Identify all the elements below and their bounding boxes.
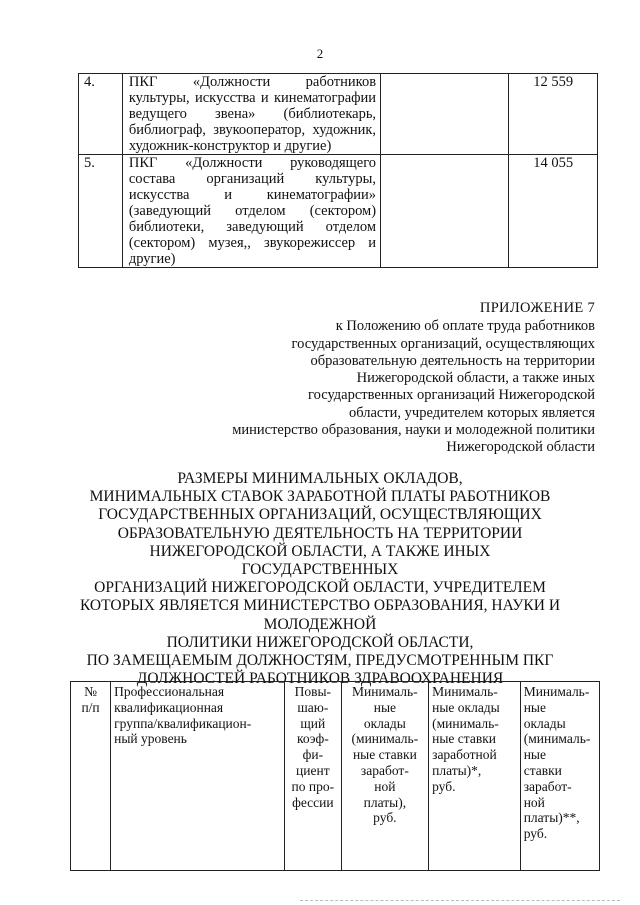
header-line: ные <box>523 699 546 715</box>
header-line: ные ставки <box>432 731 496 747</box>
header-line: группа/квалификацион- <box>114 715 252 731</box>
header-line: (минималь- <box>432 715 499 731</box>
row-value: 14 055 <box>509 155 598 268</box>
heading-line: НИЖЕГОРОДСКОЙ ОБЛАСТИ, А ТАКЖЕ ИНЫХ ГОСУДАРСТВЕННЫХ <box>149 542 491 579</box>
heading-line: МОЛОДЕЖНОЙ <box>263 615 377 633</box>
salary-table-continued <box>78 73 598 268</box>
header-line: заработ- <box>360 762 409 778</box>
appendix-block <box>150 300 595 457</box>
header-line: Минималь- <box>352 684 418 699</box>
appendix-line: министерство образования, науки и молодежной политики <box>232 422 595 439</box>
header-coefficient <box>285 682 342 871</box>
header-line: квалификационная <box>114 699 224 715</box>
heading-line: ДОЛЖНОСТЕЙ РАБОТНИКОВ ЗДРАВООХРАНЕНИЯ <box>136 670 504 688</box>
heading-line: МИНИМАЛЬНЫХ СТАВОК ЗАРАБОТНОЙ ПЛАТЫ РАБОТНИКОВ <box>89 488 551 506</box>
header-line: № <box>84 684 97 699</box>
header-line: фессии <box>292 794 334 810</box>
row-number: 4. <box>79 74 123 155</box>
header-line: ной <box>374 778 396 794</box>
heading-line: КОТОРЫХ ЯВЛЯЕТСЯ МИНИСТЕРСТВО ОБРАЗОВАНИЯ, НАУКИ И <box>79 597 561 615</box>
appendix-line: области, учредителем которых является <box>348 404 595 421</box>
heading-line: ОРГАНИЗАЦИЙ НИЖЕГОРОДСКОЙ ОБЛАСТИ, УЧРЕДИТЕЛЕМ <box>94 579 546 597</box>
appendix-line: к Положению об оплате труда работников <box>335 318 595 335</box>
header-min-salary-double-star <box>520 682 599 871</box>
header-number <box>71 682 111 871</box>
document-heading <box>70 470 570 688</box>
scan-edge-divider <box>300 900 620 901</box>
header-line: фи- <box>302 747 324 763</box>
row-coefficient <box>381 155 509 268</box>
appendix-title: ПРИЛОЖЕНИЕ 7 <box>479 300 595 316</box>
appendix-line: государственных организаций, осуществляющих <box>291 335 595 352</box>
header-line: шаю- <box>297 699 329 715</box>
page-number: 2 <box>316 46 324 61</box>
row-number: 5. <box>79 155 123 268</box>
heading-line: РАЗМЕРЫ МИНИМАЛЬНЫХ ОКЛАДОВ, <box>177 470 463 487</box>
table-row <box>79 155 598 268</box>
header-line: оклады <box>523 715 566 731</box>
row-description: ПКГ «Должности руководящего состава организаций культуры, искусства и кинематографии» (заведующий отделом (сектором) библиотеки, заведующий отделом (сектором) музея,, звукорежиссер и другие) <box>122 155 380 268</box>
header-line: по про- <box>291 778 335 794</box>
heading-line: ОБРАЗОВАТЕЛЬНУЮ ДЕЯТЕЛЬНОСТЬ НА ТЕРРИТОРИИ <box>117 524 523 542</box>
header-line: коэф- <box>296 731 329 747</box>
row-value: 12 559 <box>509 74 598 155</box>
header-min-salary-star <box>429 682 521 871</box>
header-line: (минималь- <box>523 731 591 747</box>
header-line: платы)**, <box>523 810 580 826</box>
header-line: заработ- <box>523 778 572 794</box>
appendix-line: Нижегородской области <box>446 439 595 456</box>
header-line: ные <box>373 699 397 715</box>
row-description: ПКГ «Должности работников культуры, искусства и кинематографии ведущего звена» (библиотекарь, библиограф, звукооператор, художник, художник-конструктор и другие) <box>122 74 380 155</box>
header-line: Повы- <box>294 684 332 699</box>
heading-line: ГОСУДАРСТВЕННЫХ ОРГАНИЗАЦИЙ, ОСУЩЕСТВЛЯЮЩИХ <box>98 506 542 524</box>
header-line: циент <box>296 762 330 778</box>
header-min-salary <box>341 682 428 871</box>
header-line: Минималь- <box>432 684 498 699</box>
header-line: ные <box>523 747 546 763</box>
header-line: руб. <box>523 826 548 842</box>
header-line: щий <box>300 715 326 731</box>
heading-line: ПОЛИТИКИ НИЖЕГОРОДСКОЙ ОБЛАСТИ, <box>166 633 474 651</box>
appendix-line: Нижегородской области, а также иных <box>356 370 595 387</box>
header-line: ной <box>523 794 545 810</box>
header-line: п/п <box>81 699 100 715</box>
header-line: ные оклады <box>432 699 500 715</box>
header-line: ставки <box>523 762 562 778</box>
header-line: ные ставки <box>352 747 417 763</box>
heading-line: ПО ЗАМЕЩАЕМЫМ ДОЛЖНОСТЯМ, ПРЕДУСМОТРЕННЫМ ПКГ <box>86 652 554 670</box>
header-line: оклады <box>363 715 406 731</box>
appendix-line: образовательную деятельность на территории <box>310 352 595 369</box>
appendix-line: государственных организаций Нижегородской <box>308 387 595 404</box>
row-coefficient <box>381 74 509 155</box>
header-line: платы)*, <box>432 762 482 778</box>
table-header-row <box>71 682 600 871</box>
header-group <box>111 682 285 871</box>
header-line: руб. <box>432 778 456 794</box>
header-line: Минималь- <box>523 684 590 699</box>
header-line: заработной <box>432 747 497 763</box>
minimum-salary-table <box>70 681 600 871</box>
header-line: платы), <box>363 794 407 810</box>
header-line: Профессиональная <box>114 684 225 699</box>
header-line: руб. <box>373 810 397 826</box>
table-row <box>79 74 598 155</box>
header-line: ный уровень <box>114 731 187 747</box>
header-line: (минималь- <box>351 731 419 747</box>
